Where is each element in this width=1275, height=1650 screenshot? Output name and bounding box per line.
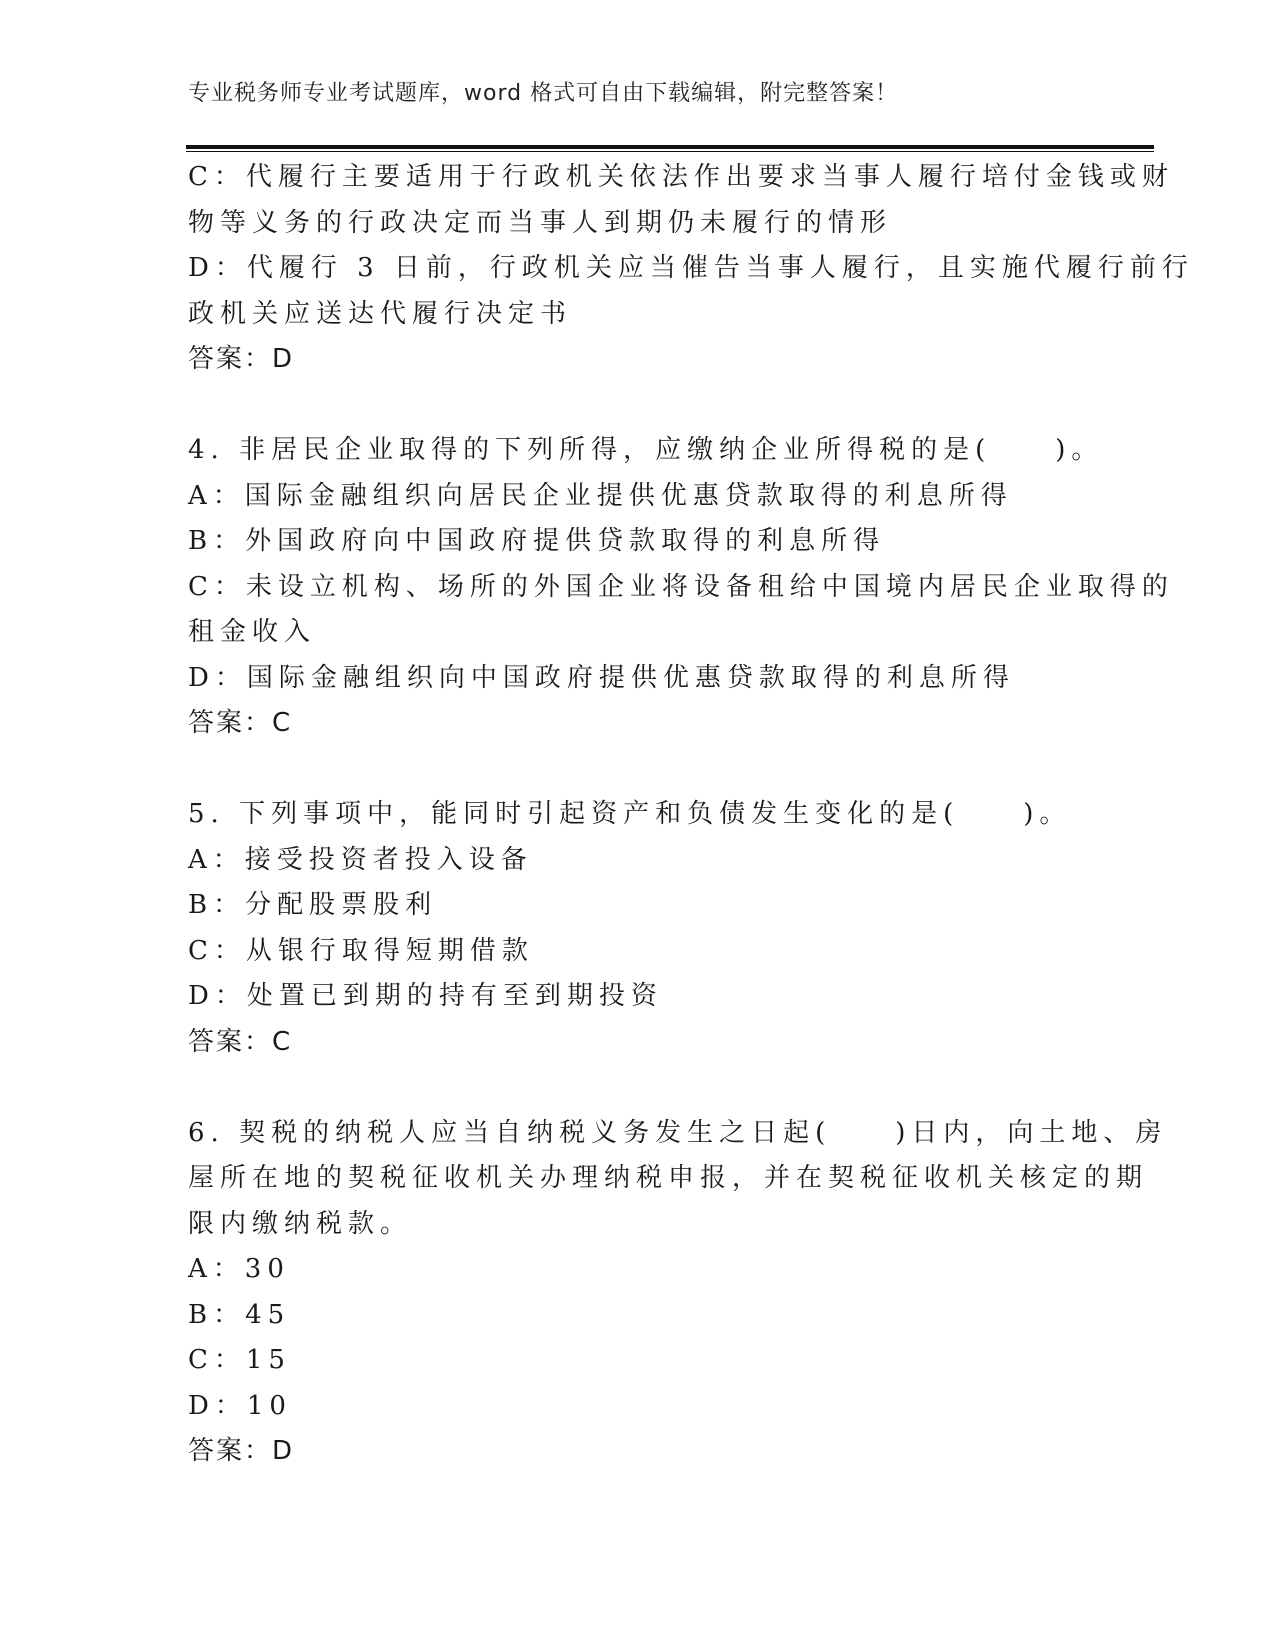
block-spacer [188,747,1088,793]
question-block [188,428,1174,747]
option-line: 物等义务的行政决定而当事人到期仍未履行的情形 [188,207,893,238]
option-line: C：未设立机构、场所的外国企业将设备租给中国境内居民企业取得的 [188,571,1174,602]
option-line: B：外国政府向中国政府提供贷款取得的利息所得 [188,526,886,556]
question-stem: 屋所在地的契税征收机关办理纳税申报，并在契税征收机关核定的期 [188,1163,1149,1193]
question-stem: 4. 非居民企业取得的下列所得，应缴纳企业所得税的是( )。 [188,435,1104,465]
question-block [188,1111,1168,1475]
option-line: C：代履行主要适用于行政机关依法作出要求当事人履行培付金钱或财 [188,162,1174,192]
header-divider-thin [186,151,1154,152]
option-line: D：处置已到期的持有至到期投资 [188,981,663,1011]
question-stem: 6. 契税的纳税人应当自纳税义务发生之日起( )日内，向土地、房 [188,1117,1168,1148]
block-spacer [188,383,1088,429]
option-line: A：国际金融组织向居民企业提供优惠贷款取得的利息所得 [188,480,1013,511]
option-line: B：45 [188,1299,291,1330]
option-line: A：接受投资者投入设备 [188,844,533,875]
answer-line: 答案：C [188,1026,293,1057]
option-line: 政机关应送达代履行决定书 [188,298,573,329]
question-block [188,792,1088,1065]
question-stem: 限内缴纳税款。 [188,1208,413,1239]
page-header: 专业税务师专业考试题库，word 格式可自由下载编辑，附完整答案！ [188,81,899,106]
option-line: D：代履行 3 日前，行政机关应当催告当事人履行，且实施代履行前行 [188,253,1194,283]
answer-line: 答案：C [188,708,293,738]
option-line: C：15 [188,1345,291,1375]
option-line: D：国际金融组织向中国政府提供优惠贷款取得的利息所得 [188,662,1015,693]
question-content [188,155,1194,1475]
option-line: B：分配股票股利 [188,890,438,920]
option-line: A：30 [188,1254,290,1284]
question-stem: 5. 下列事项中，能同时引起资产和负债发生变化的是( )。 [188,799,1072,829]
question-block [188,155,1194,383]
answer-line: 答案：D [188,344,295,374]
header-divider-thick [186,145,1154,149]
option-line: C：从银行取得短期借款 [188,935,534,966]
answer-line: 答案：D [188,1436,295,1466]
block-spacer [188,1065,1088,1111]
option-line: D：10 [188,1390,292,1421]
option-line: 租金收入 [188,617,317,647]
